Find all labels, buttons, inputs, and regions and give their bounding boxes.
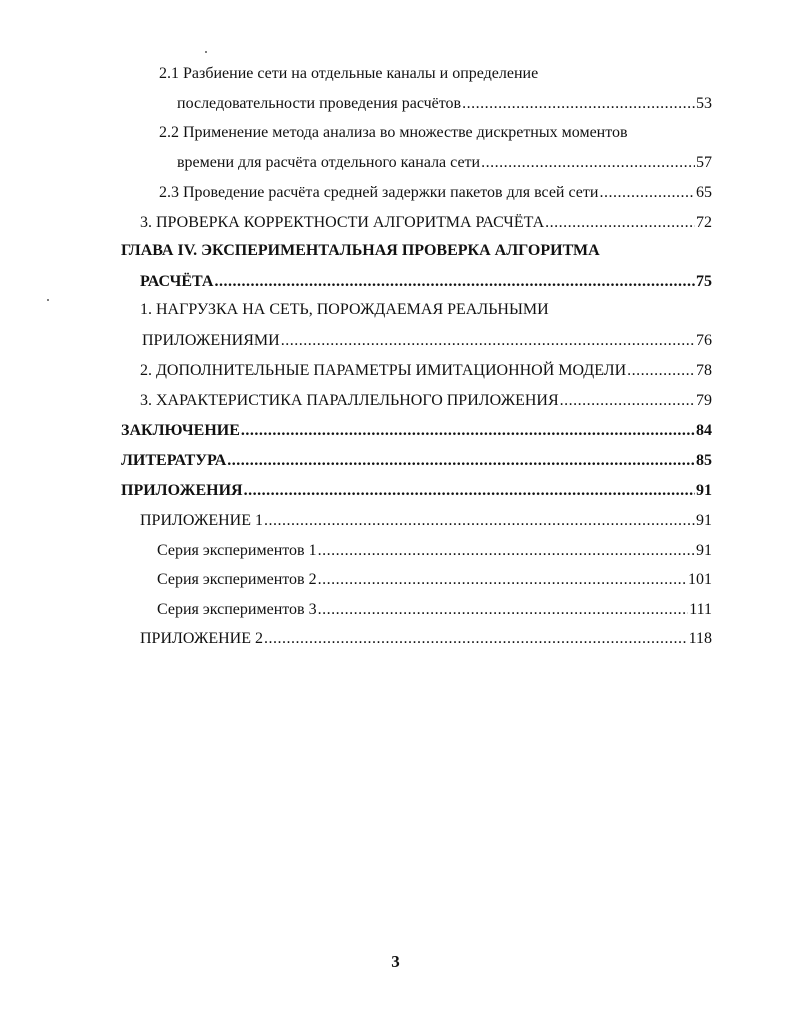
toc-leader-dots <box>627 361 695 381</box>
toc-entry-literature[interactable] <box>121 449 712 471</box>
toc-page-number: 111 <box>689 601 712 618</box>
toc-entry-text: ЗАКЛЮЧЕНИЕ <box>121 422 240 439</box>
toc-entry-4-1-line1: 1. НАГРУЗКА НА СЕТЬ, ПОРОЖДАЕМАЯ РЕАЛЬНЫМИ <box>140 301 549 318</box>
toc-entry-text: РАСЧЁТА <box>140 273 214 290</box>
toc-leader-dots <box>214 272 695 292</box>
toc-page-number: 79 <box>696 392 712 409</box>
toc-entry-2-2[interactable] <box>177 151 712 173</box>
toc-entry-text: Серия экспериментов 2 <box>157 571 317 588</box>
scan-speck <box>47 299 49 301</box>
toc-entry-text: ЛИТЕРАТУРА <box>121 452 227 469</box>
toc-page-number: 78 <box>696 362 712 379</box>
toc-entry-text: ПРИЛОЖЕНИЕ 2 <box>140 630 264 647</box>
toc-leader-dots <box>318 570 687 590</box>
toc-entry-text: ПРИЛОЖЕНИЕ 1 <box>140 512 264 529</box>
toc-entry-2-2-line1: 2.2 Применение метода анализа во множестве дискретных моментов <box>159 124 628 141</box>
toc-leader-dots <box>462 94 695 114</box>
toc-entry-appendix-2[interactable] <box>140 627 712 649</box>
toc-leader-dots <box>244 481 695 501</box>
toc-entry-text: Серия экспериментов 3 <box>157 601 317 618</box>
toc-entry-text: последовательности проведения расчётов <box>177 95 462 112</box>
toc-page-number: 57 <box>696 154 712 171</box>
toc-leader-dots <box>318 541 695 561</box>
toc-entry-2-1-line1: 2.1 Разбиение сети на отдельные каналы и определение <box>159 65 539 82</box>
toc-entry-text: 3. ПРОВЕРКА КОРРЕКТНОСТИ АЛГОРИТМА РАСЧЁТА <box>140 214 545 231</box>
toc-entry-series-2[interactable] <box>157 568 712 590</box>
toc-page-number: 91 <box>696 542 712 559</box>
toc-entry-text: 2. ДОПОЛНИТЕЛЬНЫЕ ПАРАМЕТРЫ ИМИТАЦИОННОЙ МОДЕЛИ <box>140 362 627 379</box>
toc-page-number: 72 <box>696 214 712 231</box>
toc-chapter-4[interactable] <box>140 270 712 292</box>
toc-page-number: 85 <box>696 452 712 469</box>
toc-leader-dots <box>264 511 695 531</box>
toc-entry-4-2[interactable] <box>140 359 712 381</box>
toc-chapter-4-line1: ГЛАВА IV. ЭКСПЕРИМЕНТАЛЬНАЯ ПРОВЕРКА АЛГОРИТМА <box>121 242 600 259</box>
toc-page-number: 91 <box>696 482 712 499</box>
toc-entry-2-3[interactable] <box>159 181 712 203</box>
toc-leader-dots <box>545 213 695 233</box>
toc-entry-4-3[interactable] <box>140 389 712 411</box>
toc-page-number: 101 <box>688 571 712 588</box>
toc-entry-text: ПРИЛОЖЕНИЯМИ <box>142 332 280 349</box>
toc-leader-dots <box>599 183 695 203</box>
toc-leader-dots <box>481 153 695 173</box>
toc-page-number: 76 <box>696 332 712 349</box>
toc-page-number: 91 <box>696 512 712 529</box>
toc-entry-4-1[interactable] <box>142 329 712 351</box>
toc-entry-text: времени для расчёта отдельного канала сети <box>177 154 481 171</box>
toc-page-number: 65 <box>696 184 712 201</box>
toc-entry-section-3[interactable] <box>140 211 712 233</box>
toc-page-number: 75 <box>696 273 712 290</box>
toc-entry-series-1[interactable] <box>157 539 712 561</box>
toc-entry-series-3[interactable] <box>157 598 712 620</box>
toc-entry-2-1[interactable] <box>177 92 712 114</box>
toc-entry-appendices[interactable] <box>121 479 712 501</box>
toc-entry-text: Серия экспериментов 1 <box>157 542 317 559</box>
toc-entry-text: 3. ХАРАКТЕРИСТИКА ПАРАЛЛЕЛЬНОГО ПРИЛОЖЕНИЯ <box>140 392 559 409</box>
toc-leader-dots <box>318 600 689 620</box>
toc-page-number: 53 <box>696 95 712 112</box>
toc-page-number: 84 <box>696 422 712 439</box>
toc-leader-dots <box>227 451 695 471</box>
toc-entry-text: ПРИЛОЖЕНИЯ <box>121 482 243 499</box>
toc-leader-dots <box>241 421 695 441</box>
toc-leader-dots <box>264 629 688 649</box>
toc-leader-dots <box>281 331 695 351</box>
toc-entry-conclusion[interactable] <box>121 419 712 441</box>
toc-page-number: 118 <box>688 630 712 647</box>
toc-entry-appendix-1[interactable] <box>140 509 712 531</box>
toc-leader-dots <box>560 391 695 411</box>
scan-speck <box>205 51 207 53</box>
page-number: 3 <box>391 952 400 971</box>
toc-entry-text: 2.3 Проведение расчёта средней задержки пакетов для всей сети <box>159 184 599 201</box>
